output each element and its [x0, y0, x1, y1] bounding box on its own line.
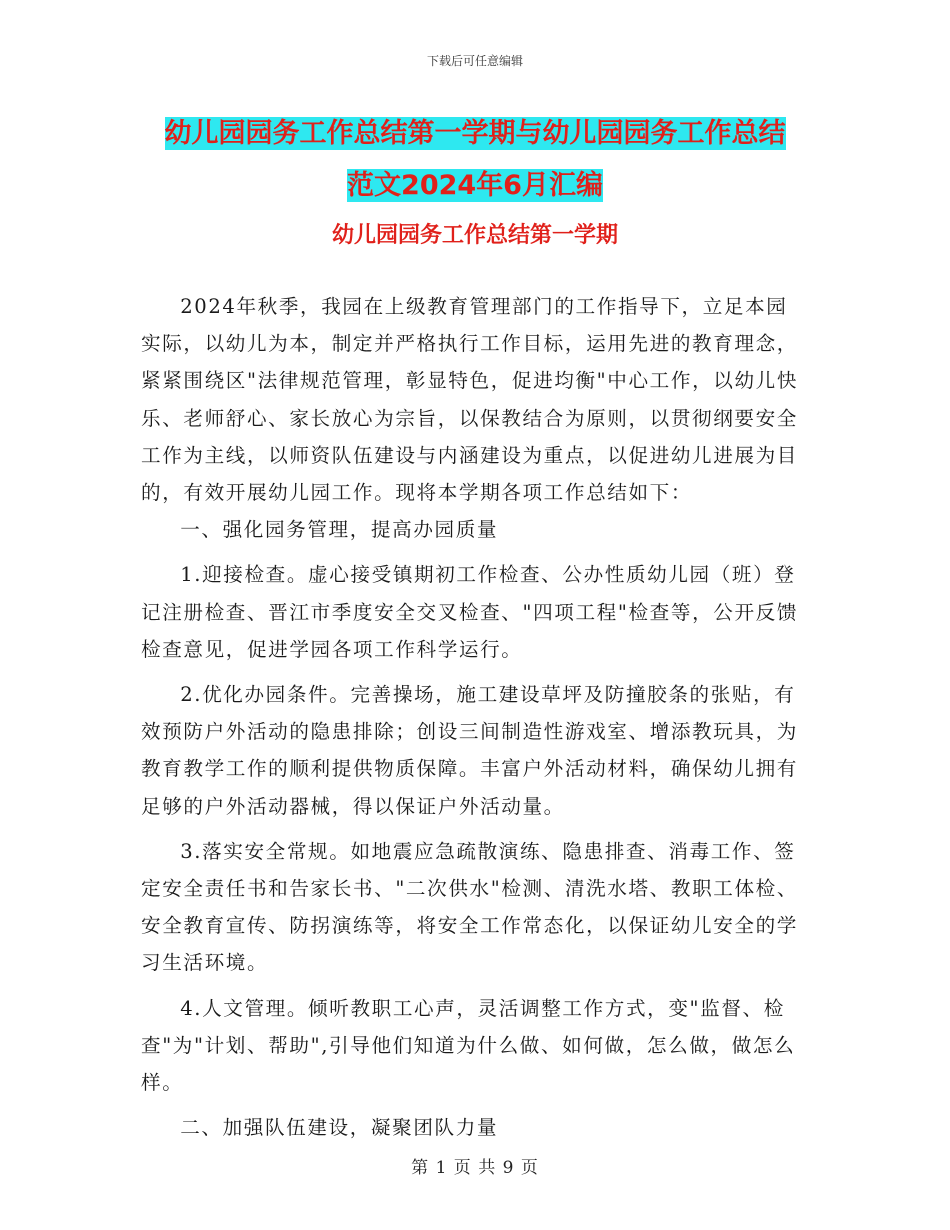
paragraph-item-1: 1.迎接检查。虚心接受镇期初工作检查、公办性质幼儿园（班）登记注册检查、晋江市季度安全交叉检查、"四项工程"检查等，公开反馈检查意见，促进学园各项工作科学运行。	[141, 563, 799, 661]
page-header: 下载后可任意编辑	[426, 54, 523, 68]
body-text	[141, 288, 801, 1146]
section-title: 幼儿园园务工作总结第一学期	[331, 223, 618, 248]
paragraph-item-4: 4.人文管理。倾听教职工心声，灵活调整工作方式，变"监督、检查"为"计划、帮助",引导他们知道为什么做、如何做，怎么做，做怎么样。	[141, 996, 796, 1095]
document-title	[0, 108, 950, 212]
title-line-2: 范文2024年6月汇编	[347, 170, 603, 201]
title-line-1: 幼儿园园务工作总结第一学期与幼儿园园务工作总结	[164, 118, 786, 149]
paragraph-item-2: 2.优化办园条件。完善操场，施工建设草坪及防撞胶条的张贴，有效预防户外活动的隐患排除；创设三间制造性游戏室、增添教玩具，为教育教学工作的顺利提供物质保障。丰富户外活动材料，确保幼儿拥有足够的户外活动器械，得以保证户外活动量。	[141, 683, 799, 818]
paragraph-item-3: 3.落实安全常规。如地震应急疏散演练、隐患排查、消毒工作、签定安全责任书和告家长书、"二次供水"检测、清洗水塔、教职工体检、安全教育宣传、防拐演练等，将安全工作常态化，以保证幼儿安全的学习生活环境。	[141, 839, 799, 975]
page-footer: 第 1 页 共 9 页	[411, 1158, 539, 1178]
paragraph-heading-1: 一、强化园务管理，提高办园质量	[180, 518, 499, 542]
paragraph-intro: 2024年秋季，我园在上级教育管理部门的工作指导下，立足本园实际，以幼儿为本，制定并严格执行工作目标，运用先进的教育理念，紧紧围绕区"法律规范管理，彰显特色，促进均衡"中心工作，以幼儿快乐、老师舒心、家长放心为宗旨，以保教结合为原则，以贯彻纲要安全工作为主线，以师资队伍建设与内涵建设为重点，以促进幼儿进展为目的，有效开展幼儿园工作。现将本学期各项工作总结如下：	[141, 295, 799, 505]
paragraph-heading-2: 二、加强队伍建设，凝聚团队力量	[180, 1116, 499, 1140]
